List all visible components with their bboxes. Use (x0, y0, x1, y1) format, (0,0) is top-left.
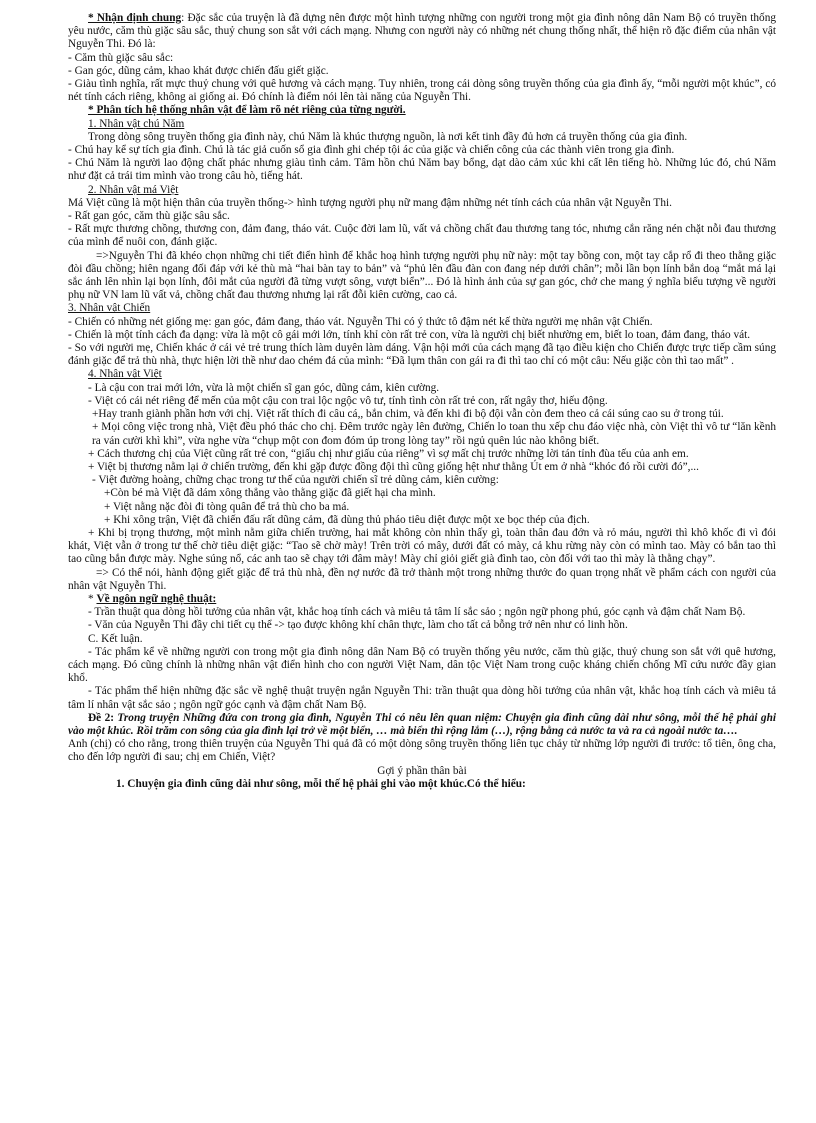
paragraph: - Tác phẩm kể về những người con trong một gia đình nông dân Nam Bộ có truyền thống yêu nước, căm thù giặc, thuỷ chung son sắt với quê hương, cách mạng. Đó cũng chính là những nhân vật điển hình cho con người Việt Nam, dân tộc Việt Nam trong cuộc kháng chiến chống Mĩ cứu nước đầy gian khổ. (68, 645, 776, 685)
paragraph: Anh (chị) có cho rằng, trong thiên truyện của Nguyễn Thi quả đã có một dòng sông truyền thống liên tục chảy từ những lớp người đi trước: tổ tiên, ông cha, cho đến lớp người đi sau; chị em Chiến, Việt? (68, 738, 776, 764)
paragraph: + Việt nằng nặc đòi đi tòng quân để trả thù cho ba má. (104, 500, 350, 513)
paragraph: - Trần thuật qua dòng hồi tưởng của nhân vật, khắc hoạ tính cách và miêu tả tâm lí sắc sảo ; ngôn ngữ phong phú, góc cạnh và đậm chất Nam Bộ. (88, 606, 746, 619)
paragraph: +Còn bé mà Việt đã dám xông thẳng vào thằng giặc đã giết hại cha mình. (104, 487, 436, 500)
paragraph: - Việt có cái nét riêng để mến của một cậu con trai lộc ngộc vô tư, tính tình còn rất trẻ con, rất ngây thơ, hiếu động. (88, 394, 608, 407)
paragraph: Trong dòng sông truyền thống gia đình này, chú Năm là khúc thượng nguồn, là nơi kết tinh đầy đủ hơn cả truyền thống của gia đình. (88, 130, 688, 143)
paragraph: Má Việt cũng là một hiện thân của truyền thống-> hình tượng người phụ nữ mang đậm những nét tính cách của nhân vật Nguyễn Thi. (68, 196, 672, 209)
paragraph: => Có thể nói, hành động giết giặc để trả thù nhà, đền nợ nước đã trở thành một trong những thước đo quan trọng nhất về phẩm cách con người của nhân vật Nguyễn Thi. (68, 566, 776, 592)
paragraph: + Việt bị thương nằm lại ở chiến trường, đến khi gặp được đồng đội thì cũng giống hệt như thằng Út em ở nhà “khóc đó rồi cười đó”,... (88, 460, 699, 473)
paragraph: - Chiến có những nét giống mẹ: gan góc, đảm đang, tháo vát. Nguyễn Thi có ý thức tô đậm nét kế thừa người mẹ nhân vật Chiến. (68, 315, 653, 328)
paragraph: + Khi bị trọng thương, một mình nằm giữa chiến trường, hai mắt không còn nhìn thấy gì, toàn thân đau đớn và rỏ máu, người thì khô khốc đi vì đói khát, Việt vẫn ở trong tư thế chờ tiêu diệt giặc: “Tao sẽ chờ mày! Trên trời có mây, dưới đất có mày, cả khu rừng này còn có mình tao. Mày có bắn tao thì tao cũng bắn được mày. Nghe súng nổ, các anh tao sẽ chạy tới đâm mày! Mày chỉ giỏi giết già đình tao, còn đối với tao thì mày là thằng chạy”. (68, 526, 776, 566)
paragraph: - Chú Năm là người lao động chất phác nhưng giàu tình cảm. Tâm hồn chú Năm bay bổng, dạt dào cảm xúc khi cất lên tiếng hò. Những lúc đó, chú Năm như đặt cả trái tim mình vào trong câu hò, tiếng hát. (68, 157, 776, 183)
paragraph: - Rất mực thương chồng, thương con, đảm đang, tháo vát. Cuộc đời lam lũ, vất vả chồng chất đau thương tang tóc, nhưng cắn răng nén chặt nỗi đau thương của mình để nuôi con, đánh giặc. (68, 223, 776, 249)
conclusion-heading: C. Kết luận. (88, 632, 143, 645)
paragraph: - Chú hay kể sự tích gia đình. Chú là tác giả cuốn sổ gia đình ghi chép tội ác của giặc và chiến công của các thành viên trong gia đình. (68, 144, 675, 157)
paragraph: - Chiến là một tính cách đa dạng: vừa là một cô gái mới lớn, tính khỉ còn rất trẻ con, vừa là người chị biết nhường em, biết lo toan, đảm đang, tháo vát. (68, 328, 751, 341)
character-heading: 3. Nhân vật Chiến (68, 302, 151, 315)
paragraph: + Mọi công việc trong nhà, Việt đều phó thác cho chị. Đêm trước ngày lên đường, Chiến lo toan thu xếp chu đáo việc nhà, còn Việt thì vô tư “lăn kềnh ra ván cười khì khì”, vừa nghe vừa “chụp một con đom đóm úp trong lòng tay” rồi ngủ quên lúc nào không biết. (92, 421, 776, 447)
paragraph: - So với người mẹ, Chiến khác ở cái vẻ trẻ trung thích làm duyên làm dáng. Vận hội mới của cách mạng đã tạo điều kiện cho Chiến được trực tiếp cầm súng đánh giặc để trả thù nhà, thực hiện lời thề như dao chém đá của mình: “Đã lụm thân con gái ra đi thì tao chỉ có một câu: Nếu giặc còn thì tao mất” . (68, 342, 776, 368)
character-heading: 1. Nhân vật chú Năm (88, 117, 185, 130)
paragraph: - Việt đường hoàng, chững chạc trong tư thế của người chiến sĩ trẻ dũng cảm, kiên cường: (92, 474, 499, 487)
paragraph: =>Nguyễn Thi đã khéo chọn những chi tiết điển hình để khắc hoạ hình tượng người phụ nữ này: một tay bồng con, một tay cắp rổ đi theo thằng giặc đòi đầu chồng; hiên ngang đối đáp với kẻ thù mà “hai bàn tay to bản” và “phủ lên đầu đàn con đang nép dưới chân”; mỗi lần bọn lính bắn doạ “mắt má lại sắc ánh lên nhìn lại bọn lính, đôi mắt của người đã từng vượt sông, vượt biển”... Đó là hình ảnh của sự gan góc, chở che mang ý nghĩa biểu tượng về người phụ nữ VN lam lũ vất vả, chồng chất đau thương nhưng lại rất đỗi kiên cường, cao cả. (68, 249, 776, 302)
paragraph: - Tác phẩm thể hiện những đặc sắc về nghệ thuật truyện ngắn Nguyễn Thi: trần thuật qua dòng hồi tưởng của nhân vật, khắc hoạ tính cách và miêu tả tâm lí nhân vật sắc sảo ; ngôn ngữ góc cạnh và đậm chất Nam Bộ. (68, 685, 776, 711)
paragraph: - Căm thù giặc sâu sắc: (68, 51, 174, 64)
section-heading: * Phân tích hệ thống nhân vật để làm rõ nét riêng của từng người. (88, 104, 406, 117)
paragraph: - Rất gan góc, căm thù giặc sâu sắc. (68, 210, 230, 223)
character-heading: 2. Nhân vật má Việt (88, 183, 179, 196)
suggestion-heading: Gợi ý phần thân bài (377, 764, 467, 777)
label-general: * Nhận định chung (88, 12, 182, 24)
character-heading: 4. Nhân vật Việt (88, 368, 162, 381)
paragraph: - Là cậu con trai mới lớn, vừa là một chiến sĩ gan góc, dũng cảm, kiên cường. (88, 381, 440, 394)
paragraph: - Giàu tình nghĩa, rất mực thuỷ chung với quê hương và cách mạng. Tuy nhiên, trong cái dòng sông truyền thống của gia đình ấy, “mỗi người một khúc”, có nét tính cách riêng, không ai giống ai. Đó chính là điểm nói lên tài năng của Nguyễn Thi. (68, 78, 776, 104)
paragraph: + Khi xông trận, Việt đã chiến đấu rất dũng cảm, đã dùng thủ pháo tiêu diệt được một xe bọc thép của địch. (104, 513, 590, 526)
paragraph: + Cách thương chị của Việt cũng rất trẻ con, “giấu chị như giấu của riêng” vì sợ mất chị trước những lời tán tỉnh đùa tếu của anh em. (88, 447, 689, 460)
art-heading: * Về ngôn ngữ nghệ thuật: (88, 592, 217, 605)
paragraph: - Văn của Nguyễn Thi đầy chi tiết cụ thể -> tạo được không khí chân thực, làm cho tất cả bỗng trở nên như có linh hồn. (88, 619, 628, 632)
essay-topic-2: Đề 2: Trong truyện Những đứa con trong gia đình, Nguyễn Thi có nêu lên quan niệm: Chuyện gia đình cũng dài như sông, mỗi thế hệ phải ghi vào một khúc. Rồi trăm con sông của gia đình lại trở về một biển, … mà biển thì rộng lắm (…), rộng bằng cả nước ta và ra cả ngoài nước ta…. (68, 711, 777, 737)
paragraph: - Gan góc, dũng cảm, khao khát được chiến đấu giết giặc. (68, 64, 329, 77)
intro-general: * Nhận định chung: Đặc sắc của truyện là đã dựng nên được một hình tượng những con người trong một gia đình nông dân Nam Bộ có truyền thống yêu nước, căm thù giặc sâu sắc, thuỷ chung son sắt với cách mạng. Nhưng con người này có những nét chung thống nhất, thể hiện rõ đặc điểm của nhân vật Nguyễn Thi. Đó là: (68, 12, 777, 51)
paragraph: +Hay tranh giành phần hơn với chị. Việt rất thích đi câu cá,, bắn chim, và đến khi đi bộ đội vẫn còn đem theo cả cái súng cao su ở trong túi. (92, 408, 724, 421)
suggestion-item: 1. Chuyện gia đình cũng dài như sông, mỗi thế hệ phải ghi vào một khúc.Có thể hiểu: (116, 777, 526, 790)
